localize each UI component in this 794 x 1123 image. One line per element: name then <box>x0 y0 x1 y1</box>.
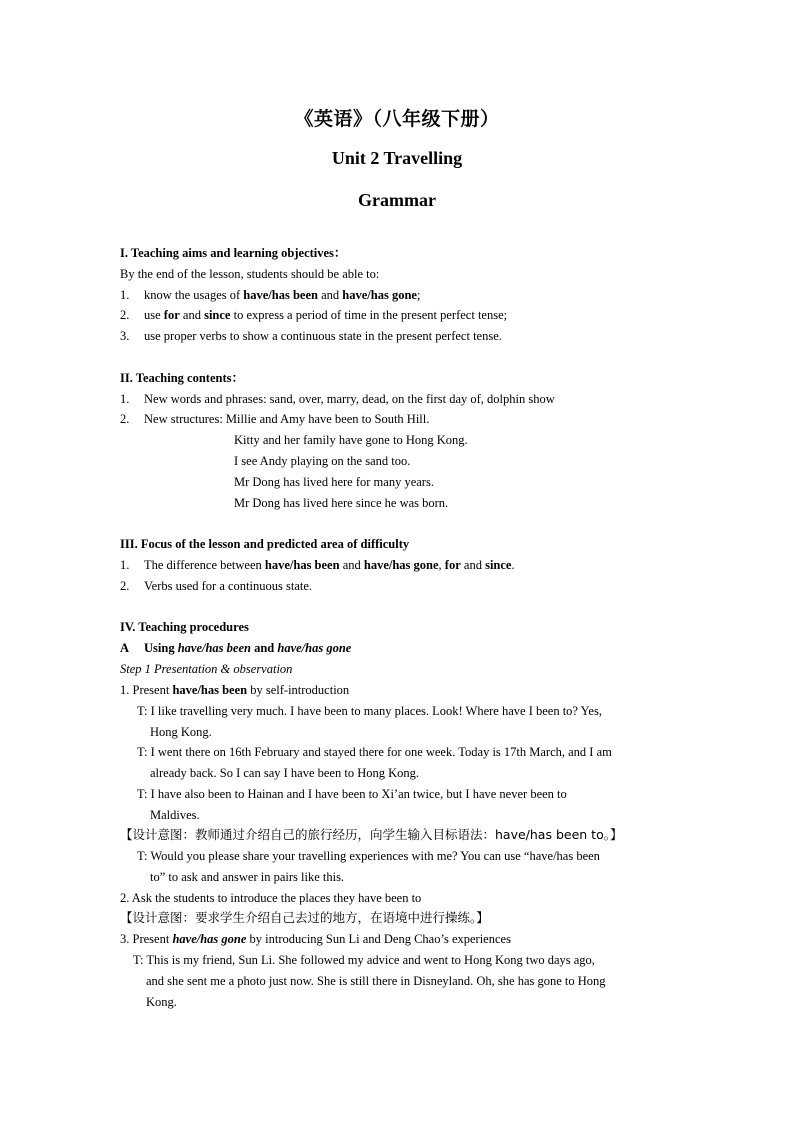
bold-term: have/has been <box>264 558 340 572</box>
teacher-line: T: This is my friend, Sun Li. She followed my advice and went to Hong Kong two days ago, <box>133 953 595 967</box>
text: and <box>339 558 364 572</box>
item-number: 2. <box>120 412 130 426</box>
text: New words and phrases: sand, over, marry, dead, on the first day of, dolphin show <box>144 392 555 406</box>
bold-term: have/has gone <box>342 288 417 302</box>
content-item-2 <box>120 411 429 427</box>
item-number: 1. <box>120 558 130 572</box>
bold-italic-term: have/has gone <box>172 932 247 946</box>
text: . <box>511 558 515 572</box>
bold-term: have/has gone <box>363 558 439 572</box>
italic-term: have/has gone <box>277 641 352 655</box>
teacher-line: T: I like travelling very much. I have been to many places. Look! Where have I been to? Yes, <box>137 704 602 718</box>
procedure-2: 2. Ask the students to introduce the places they have been to <box>120 891 422 905</box>
section-1-heading: I. Teaching aims and learning objectives： <box>120 246 347 260</box>
structure-line: Mr Dong has lived here since he was born. <box>234 496 449 510</box>
bold-term: for <box>444 558 461 572</box>
text: by self-introduction <box>247 683 350 697</box>
section-4-heading: IV. Teaching procedures <box>120 620 249 634</box>
bold-term: have/has been <box>172 683 248 697</box>
teacher-line: T: Would you please share your travelling experiences with me? You can use “have/has been <box>137 849 600 863</box>
teacher-line-cont: Kong. <box>146 995 177 1009</box>
teacher-line-cont: Maldives. <box>150 808 200 822</box>
text: , <box>438 558 445 572</box>
section-2-heading: II. Teaching contents： <box>120 371 244 385</box>
bold-term: have/has been <box>243 288 318 302</box>
structure-line: Millie and Amy have been to South Hill. <box>225 412 430 426</box>
text: The difference between <box>144 558 265 572</box>
teacher-line-cont: Hong Kong. <box>150 725 212 739</box>
part-letter: A <box>120 641 130 655</box>
aim-item-1 <box>120 287 420 303</box>
aim-item-2 <box>120 307 507 323</box>
text: by introducing Sun Li and Deng Chao’s experiences <box>246 932 511 946</box>
text: 1. Present <box>120 683 173 697</box>
section-1-intro: By the end of the lesson, students should be able to: <box>120 267 380 281</box>
text: use <box>144 308 164 322</box>
procedure-3 <box>120 931 511 947</box>
bold-term: since <box>485 558 512 572</box>
teacher-line: T: I went there on 16th February and stayed there for one week. Today is 17th March, and I am <box>137 745 612 759</box>
item-number: 2. <box>120 308 130 322</box>
step-1-heading: Step 1 Presentation & observation <box>120 662 293 676</box>
text: and <box>250 641 278 655</box>
item-number: 1. <box>120 288 130 302</box>
bold-term: since <box>204 308 231 322</box>
teacher-line-cont: to” to ask and answer in pairs like this. <box>150 870 345 884</box>
text: know the usages of <box>144 288 244 302</box>
text: Verbs used for a continuous state. <box>144 579 313 593</box>
text: use proper verbs to show a continuous state in the present perfect tense. <box>144 329 502 343</box>
focus-item-2 <box>120 578 312 594</box>
bold-term: for <box>163 308 180 322</box>
aim-item-3 <box>120 328 502 344</box>
book-title: 《英语》（八年级下册） <box>294 108 500 130</box>
teacher-line-cont: already back. So I can say I have been to Hong Kong. <box>150 766 420 780</box>
part-a-heading <box>120 640 351 656</box>
section-title: Grammar <box>358 190 436 210</box>
focus-item-1 <box>120 557 515 573</box>
text: and <box>317 288 343 302</box>
text: and <box>179 308 205 322</box>
unit-title: Unit 2 Travelling <box>331 148 463 168</box>
section-3-heading: III. Focus of the lesson and predicted area of difficulty <box>120 537 410 551</box>
text: and <box>460 558 486 572</box>
item-number: 3. <box>120 329 130 343</box>
text: Using <box>144 641 178 655</box>
design-note: 【设计意图：要求学生介绍自己去过的地方，在语境中进行操练。】 <box>120 910 489 925</box>
procedure-1 <box>120 682 349 698</box>
text: ; <box>416 288 421 302</box>
teacher-line: T: I have also been to Hainan and I have been to Xi’an twice, but I have never been to <box>137 787 567 801</box>
structure-line: Mr Dong has lived here for many years. <box>234 475 434 489</box>
text: New structures: <box>144 412 226 426</box>
text: 3. Present <box>120 932 173 946</box>
item-number: 2. <box>120 579 130 593</box>
teacher-line-cont: and she sent me a photo just now. She is still there in Disneyland. Oh, she has gone to Hong <box>146 974 606 988</box>
item-number: 1. <box>120 392 130 406</box>
italic-term: have/has been <box>177 641 251 655</box>
text: to express a period of time in the present perfect tense; <box>230 308 508 322</box>
structure-line: I see Andy playing on the sand too. <box>234 454 411 468</box>
content-item-1 <box>120 391 555 407</box>
design-note: 【设计意图：教师通过介绍自己的旅行经历，向学生输入目标语法：have/has been to。】 <box>120 827 623 842</box>
structure-line: Kitty and her family have gone to Hong Kong. <box>234 433 468 447</box>
